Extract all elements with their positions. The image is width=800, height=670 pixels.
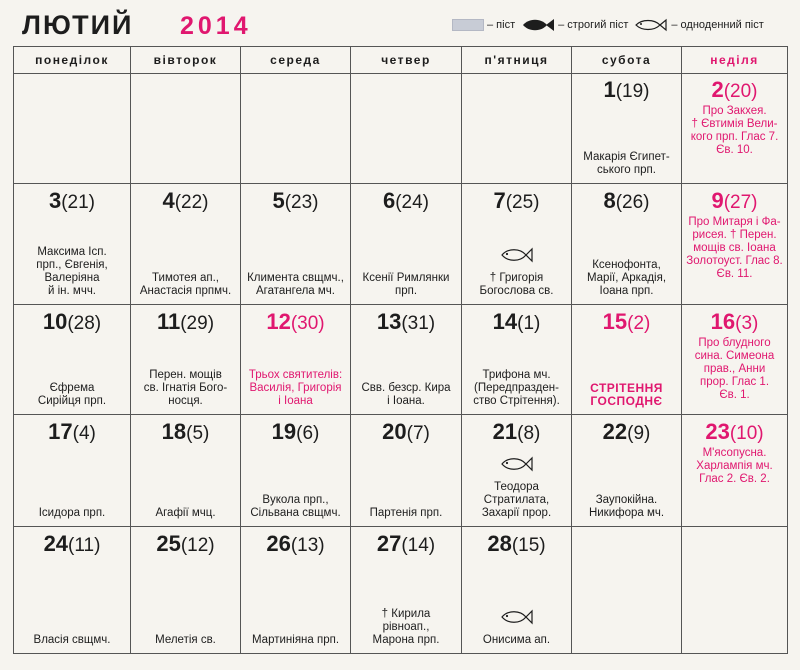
julian-day: (8) [517, 423, 541, 444]
gregorian-day: 27 [376, 531, 402, 556]
day-cell [572, 305, 682, 415]
julian-day: (2) [627, 313, 651, 334]
saints-of-day: Ксенофонта, Марії, Аркадія, Іоана прп. [586, 259, 667, 297]
saints-of-day: Трифона мч. (Передпразден- ство Стрітення). [473, 369, 560, 407]
saints-of-day: Максима Ісп. прп., Євгенія, Валеріяна й ін. мчч. [36, 246, 108, 297]
day-cell [682, 415, 787, 527]
julian-day: (9) [627, 423, 651, 444]
gregorian-day: 7 [493, 188, 506, 213]
gregorian-day: 3 [48, 188, 62, 213]
gregorian-day: 22 [602, 419, 628, 444]
julian-day: (22) [174, 192, 209, 213]
day-cell [572, 415, 682, 527]
day-cell [572, 184, 682, 305]
day-number [241, 419, 350, 445]
day-cell [462, 184, 572, 305]
day-cell [131, 527, 241, 653]
julian-day: (26) [615, 192, 650, 213]
saints-of-day: Про Закхея. † Євтимія Вели- кого прп. Глас 7. Єв. 10. [690, 105, 779, 156]
legend-one-day-fast-label: – одноденний піст [671, 19, 764, 31]
weekday-header: неділя [710, 53, 759, 67]
saints-of-day: Агафії мчц. [155, 507, 216, 519]
day-number [14, 419, 130, 445]
day-cell [682, 184, 787, 305]
day-number [351, 419, 461, 445]
day-cell [572, 73, 682, 184]
empty-day-cell [682, 527, 787, 653]
day-cell [241, 305, 351, 415]
fish-outline-icon [500, 456, 534, 477]
empty-day-cell [462, 73, 572, 184]
saints-of-day: Теодора Стратилата, Захарії прор. [481, 481, 552, 519]
gregorian-day: 12 [266, 309, 291, 334]
julian-day: (19) [615, 81, 650, 102]
day-cell [462, 415, 572, 527]
day-cell [351, 184, 462, 305]
julian-day: (20) [723, 81, 758, 102]
weekday-header: понеділок [14, 47, 131, 73]
gregorian-day: 15 [602, 309, 628, 334]
saints-of-day: † Григорія Богослова св. [479, 272, 554, 297]
day-cell [351, 527, 462, 653]
julian-day: (10) [729, 423, 764, 444]
julian-day: (30) [290, 313, 325, 334]
day-cell [14, 305, 131, 415]
day-cell [131, 305, 241, 415]
year-title: 2014 [180, 12, 252, 40]
saints-of-day: Трьох святителів: Василія, Григорія і Іоана [248, 369, 343, 407]
weekday-header: четвер [351, 47, 462, 73]
saints-of-day: † Кирила рівноап., Марона прп. [372, 608, 440, 646]
weekday-header-row [14, 47, 787, 74]
fish-outline-icon [500, 247, 534, 268]
saints-of-day: Вукола прп., Сільвана свщмч. [250, 494, 341, 519]
day-number [131, 188, 240, 214]
gregorian-day: 25 [156, 531, 181, 556]
gregorian-day: 17 [48, 419, 73, 444]
empty-day-cell [572, 527, 682, 653]
gregorian-day: 11 [156, 309, 181, 334]
day-number [131, 309, 240, 335]
gregorian-day: 19 [271, 419, 297, 444]
gregorian-day: 9 [711, 188, 724, 213]
julian-day: (25) [505, 192, 540, 213]
weekday-header: субота [572, 47, 682, 73]
gregorian-day: 14 [492, 309, 518, 334]
julian-day: (3) [735, 313, 759, 334]
saints-of-day: Ісидора прп. [38, 507, 106, 519]
julian-day: (11) [68, 535, 101, 556]
day-cell [241, 527, 351, 653]
saints-of-day: Макарія Єгипет- ського прп. [583, 151, 670, 176]
julian-day: (28) [67, 313, 102, 334]
gregorian-day: 28 [487, 531, 512, 556]
julian-day: (31) [401, 313, 436, 334]
saints-of-day: Єфрема Сирійця прп. [37, 382, 107, 407]
day-number [682, 309, 787, 335]
julian-day: (21) [61, 192, 96, 213]
day-number [572, 77, 681, 103]
calendar-header [0, 0, 800, 44]
julian-day: (23) [284, 192, 319, 213]
empty-day-cell [14, 73, 131, 184]
julian-day: (4) [72, 423, 96, 444]
saints-of-day: Заупокійна. Никифора мч. [588, 494, 665, 519]
fish-outline-icon [500, 609, 534, 630]
julian-day: (6) [296, 423, 320, 444]
day-cell [241, 184, 351, 305]
day-number [682, 188, 787, 214]
gregorian-day: 21 [492, 419, 518, 444]
fasting-legend [452, 18, 764, 32]
saints-of-day: Про Митаря і Фа- рисея. † Перен. мощів св. Іоана Золотоуст. Глас 8. Єв. 11. [686, 216, 783, 280]
gregorian-day: 4 [162, 188, 175, 213]
day-cell [462, 527, 572, 653]
saints-of-day: Свв. безср. Кира і Іоана. [361, 382, 451, 407]
day-number [462, 419, 571, 445]
day-cell [14, 527, 131, 653]
weekday-header: вівторок [131, 47, 241, 73]
gregorian-day: 23 [705, 419, 730, 444]
day-number [572, 188, 681, 214]
day-number [682, 419, 787, 445]
gregorian-day: 26 [266, 531, 291, 556]
gregorian-day: 13 [376, 309, 402, 334]
day-number [351, 309, 461, 335]
day-number [14, 531, 130, 557]
julian-day: (14) [401, 535, 436, 556]
calendar-grid [13, 46, 788, 654]
saints-of-day: Онисима ап. [482, 634, 551, 646]
julian-day: (7) [406, 423, 430, 444]
day-number [14, 309, 130, 335]
day-cell [131, 415, 241, 527]
day-cell [241, 415, 351, 527]
gregorian-day: 1 [603, 77, 616, 102]
gregorian-day: 24 [43, 531, 69, 556]
day-cell [351, 305, 462, 415]
julian-day: (1) [517, 313, 541, 334]
legend-strict-fast-label: – строгий піст [558, 19, 629, 31]
gregorian-day: 2 [711, 77, 724, 102]
day-cell [682, 73, 787, 184]
day-number [351, 188, 461, 214]
day-number [682, 77, 787, 103]
gregorian-day: 18 [161, 419, 187, 444]
day-number [462, 188, 571, 214]
julian-day: (15) [511, 535, 546, 556]
gregorian-day: 5 [272, 188, 285, 213]
day-cell [14, 184, 131, 305]
fast-swatch-icon [452, 19, 484, 31]
saints-of-day: Про блудного сина. Симеона прав., Анни прор. Глас 1. Єв. 1. [694, 337, 775, 401]
legend-fast-label: – піст [487, 19, 516, 31]
weekday-header: середа [241, 47, 351, 73]
empty-day-cell [131, 73, 241, 184]
day-number [131, 531, 240, 557]
day-cell [14, 415, 131, 527]
julian-day: (5) [186, 423, 210, 444]
saints-of-day: Власія свщмч. [33, 634, 111, 646]
day-cell [462, 305, 572, 415]
julian-day: (29) [180, 313, 215, 334]
saints-of-day: Партенія прп. [369, 507, 443, 519]
saints-of-day: Перен. мощів св. Ігнатія Бого- носця. [143, 369, 228, 407]
empty-day-cell [241, 73, 351, 184]
fish-outline-icon [634, 18, 668, 32]
day-number [572, 419, 681, 445]
day-number [14, 188, 130, 214]
black-fish-icon [521, 18, 555, 32]
gregorian-day: 10 [42, 309, 68, 334]
day-number [241, 531, 350, 557]
gregorian-day: 8 [603, 188, 616, 213]
julian-day: (12) [180, 535, 215, 556]
day-number [462, 531, 571, 557]
julian-day: (13) [290, 535, 325, 556]
day-number [131, 419, 240, 445]
saints-of-day: Мартиніяна прп. [251, 634, 340, 646]
saints-of-day: М'ясопусна. Харлампія мч. Глас 2. Єв. 2. [696, 447, 773, 485]
gregorian-day: 20 [382, 419, 407, 444]
day-number [462, 309, 571, 335]
saints-of-day: Мелетія св. [155, 634, 216, 646]
gregorian-day: 6 [382, 188, 396, 213]
day-number [572, 309, 681, 335]
day-number [351, 531, 461, 557]
saints-of-day: Тимотея ап., Анастасія прпмч. [139, 272, 232, 297]
julian-day: (24) [395, 192, 430, 213]
day-cell [351, 415, 462, 527]
month-title: ЛЮТИЙ [22, 10, 134, 40]
day-cell [682, 305, 787, 415]
saints-of-day: Климента свщмч., Агатангела мч. [247, 272, 344, 297]
feast-name: СТРІТЕННЯ ГОСПОДНЄ [590, 381, 663, 408]
day-cell [131, 184, 241, 305]
julian-day: (27) [723, 192, 758, 213]
empty-day-cell [351, 73, 462, 184]
weekday-header: п'ятниця [462, 47, 572, 73]
day-number [241, 188, 350, 214]
day-number [241, 309, 350, 335]
gregorian-day: 16 [710, 309, 736, 334]
saints-of-day: Ксенії Римлянки прп. [362, 272, 450, 297]
